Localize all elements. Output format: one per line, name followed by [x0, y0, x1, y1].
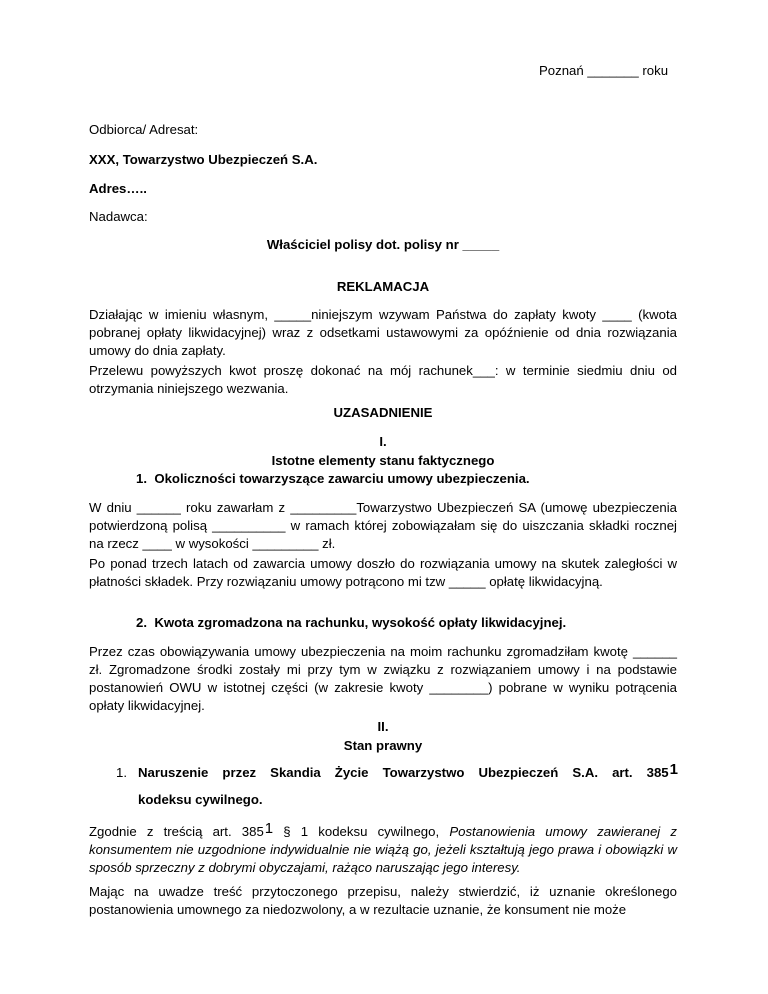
- recipient-label: Odbiorca/ Adresat:: [89, 122, 199, 137]
- section-1-sub-1-number: 1.: [136, 471, 147, 486]
- section-2-p1-superscript: 1: [264, 820, 274, 837]
- section-2-sub-1-title-text: Naruszenie przez Skandia Życie Towarzystwo Ubezpieczeń S.A. art. 385: [138, 765, 669, 780]
- sender-label: Nadawca:: [89, 209, 148, 224]
- section-1-paragraph-1: W dniu ______ roku zawarłam z _________Towarzystwo Ubezpieczeń SA (umowę ubezpieczenia potwierdzoną polisą __________ w ramach której zobowiązałam się do uiszczania składki rocznej na rzecz ____ w wysokości _________ zł.: [89, 500, 677, 551]
- intro-paragraph-2: Przelewu powyższych kwot proszę dokonać na mój rachunek___: w terminie siedmiu dniu od otrzymania niniejszego wezwania.: [89, 363, 677, 396]
- place-date: Poznań _______ roku: [539, 63, 669, 78]
- section-1-paragraph-3: Przez czas obowiązywania umowy ubezpieczenia na moim rachunku zgromadziłam kwotę ______ zł. Zgromadzone środki zostały mi przy tym w związku z rozwiązaniem umowy i na podstawie postanowień OWU w istotnej części (w zakresie kwoty ________) pobrane w wyniku potrącenia opłaty likwidacyjnej.: [89, 644, 677, 713]
- section-1-sub-2: [136, 614, 566, 632]
- section-2-p1-mid: § 1 kodeksu cywilnego,: [273, 824, 450, 839]
- section-1-sub-1-title: Okoliczności towarzyszące zawarciu umowy ubezpieczenia.: [154, 471, 530, 486]
- section-1-paragraph-2: Po ponad trzech latach od zawarcia umowy doszło do rozwiązania umowy na skutek zaległości w płatności składek. Przy rozwiązaniu umowy potrącono mi tzw _____ opłatę likwidacyjną.: [89, 556, 677, 589]
- section-2-paragraph-2: Mając na uwadze treść przytoczonego przepisu, należy stwierdzić, iż uznanie określonego postanowienia umownego za niedozwolony, a w rezultacie uznanie, że konsument nie może: [89, 884, 677, 917]
- recipient-name: XXX, Towarzystwo Ubezpieczeń S.A.: [89, 152, 318, 167]
- intro-paragraph-1: Działając w imieniu własnym, _____niniejszym wzywam Państwa do zapłaty kwoty ____ (kwota pobranej opłaty likwidacyjnej) wraz z odsetkami ustawowymi za opóźnienie od dnia rozwiązania umowy do dnia zapłaty.: [89, 307, 677, 358]
- section-1-sub-2-title: Kwota zgromadzona na rachunku, wysokość opłaty likwidacyjnej.: [154, 615, 567, 630]
- section-2-sub-1-superscript: 1: [669, 761, 678, 778]
- section-1-numeral: I.: [379, 434, 387, 449]
- section-2-title: Stan prawny: [343, 738, 423, 753]
- section-1-sub-2-number: 2.: [136, 615, 147, 630]
- section-2-sub-1-title-end: kodeksu cywilnego.: [138, 792, 263, 807]
- justification-title: UZASADNIENIE: [333, 405, 433, 420]
- section-1-title: Istotne elementy stanu faktycznego: [271, 453, 495, 468]
- section-2-p1-quote: Postanowienia umowy zawieranej z konsumentem nie uzgodnione indywidualnie nie wiążą go, jeżeli kształtują jego prawa i obowiązki w sposób sprzeczny z dobrymi obyczajami, rażąco naruszając jego interesy.: [89, 824, 677, 875]
- section-2-sub-1-number: 1.: [116, 765, 127, 780]
- document-title: REKLAMACJA: [336, 279, 430, 294]
- section-1-sub-1: [136, 470, 530, 488]
- recipient-address: Adres…..: [89, 181, 147, 196]
- section-2-paragraph-1: [89, 820, 677, 877]
- section-2-sub-1-title: [138, 761, 678, 782]
- section-2-p1-start: Zgodnie z treścią art. 385: [89, 824, 264, 839]
- sender-policy: Właściciel polisy dot. polisy nr _____: [266, 237, 500, 252]
- section-2-numeral: II.: [377, 719, 389, 734]
